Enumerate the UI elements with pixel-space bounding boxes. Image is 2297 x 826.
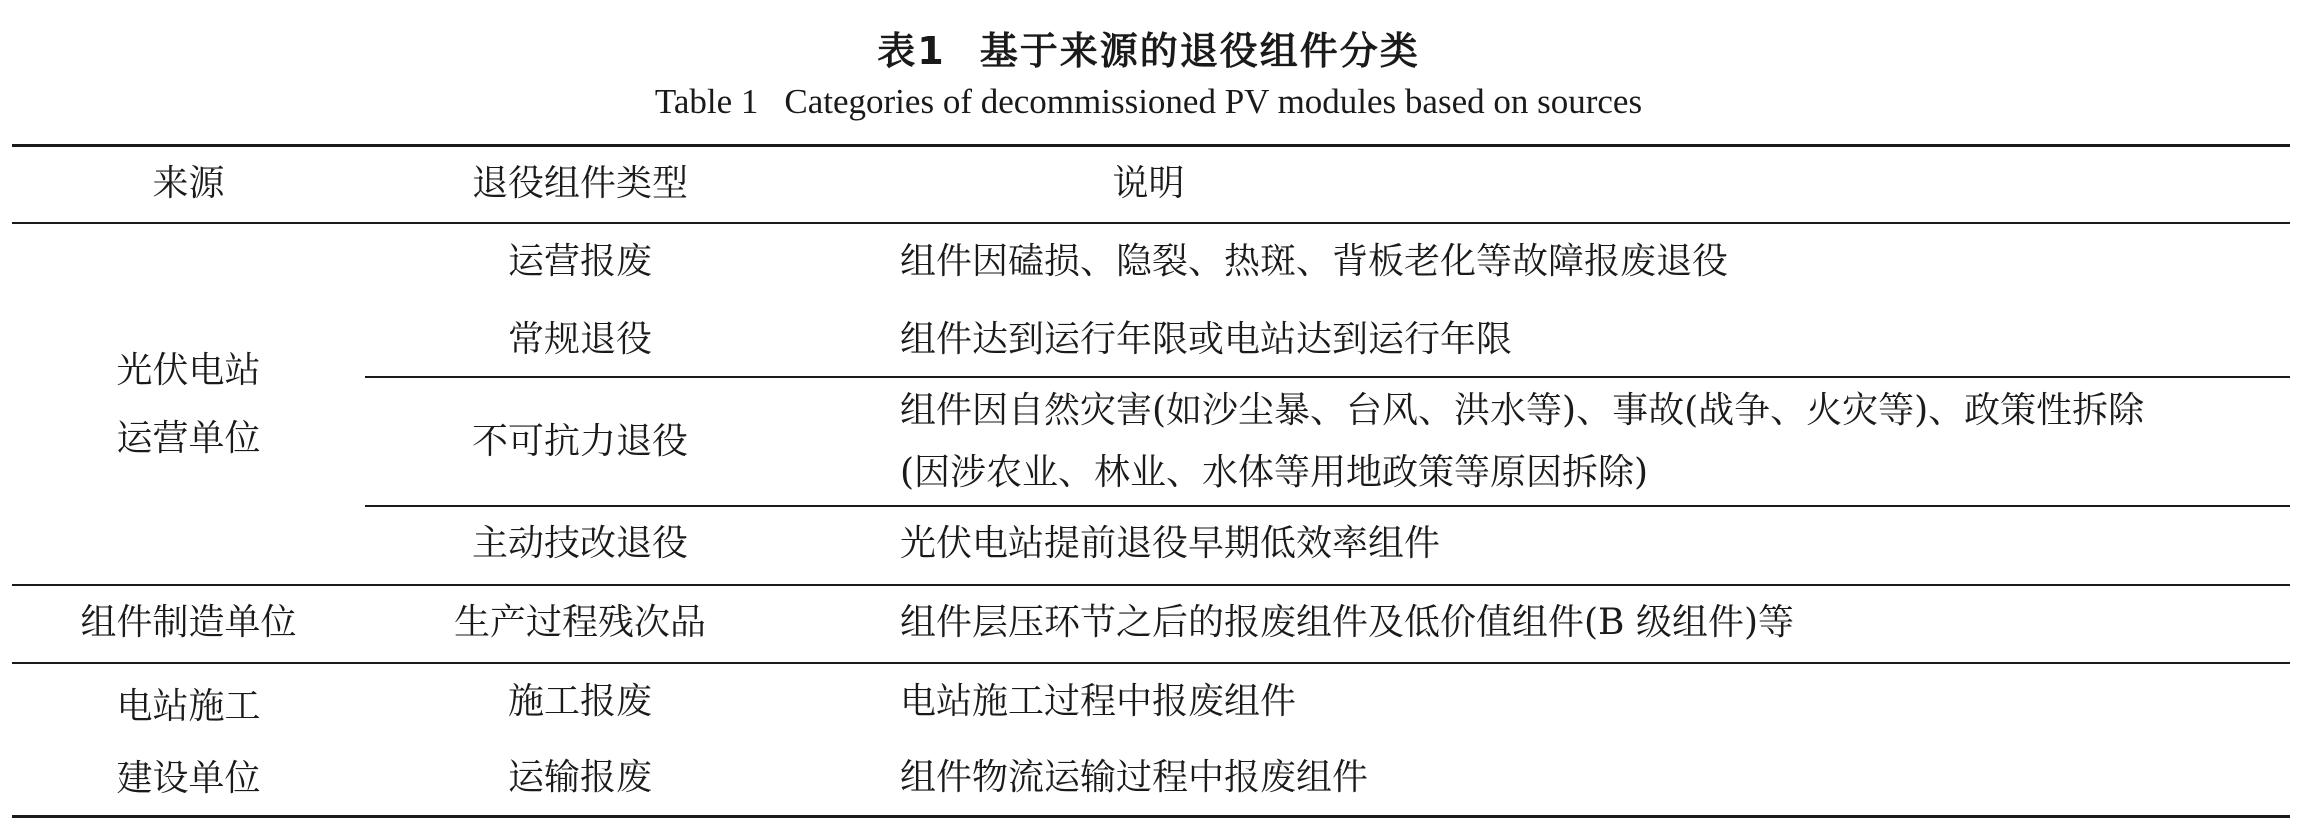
table-bottom-rule xyxy=(12,815,2290,818)
header-bottom-rule xyxy=(12,222,2290,224)
row-divider xyxy=(365,376,2290,378)
source-line: 光伏电站 xyxy=(116,350,261,391)
table-title-cn-text: 基于来源的退役组件分类 xyxy=(979,29,1420,73)
source-cell: 组件制造单位 xyxy=(80,602,297,643)
type-cell: 常规退役 xyxy=(507,319,652,360)
source-cell xyxy=(12,671,365,815)
table-number-cn: 表1 xyxy=(877,29,946,73)
source-line: 运营单位 xyxy=(116,418,261,459)
description-cell: 组件达到运行年限或电站达到运行年限 xyxy=(900,319,1513,360)
type-cell: 运输报废 xyxy=(507,757,652,798)
type-cell: 不可抗力退役 xyxy=(471,421,688,462)
header-type: 退役组件类型 xyxy=(471,163,688,204)
source-line: 建设单位 xyxy=(116,758,261,799)
table-title-cn xyxy=(0,20,2297,75)
type-cell: 主动技改退役 xyxy=(471,523,688,564)
type-cell: 运营报废 xyxy=(507,241,652,282)
source-line: 电站施工 xyxy=(116,686,261,727)
group-divider xyxy=(12,584,2290,586)
description-cell: 组件层压环节之后的报废组件及低价值组件(B 级组件)等 xyxy=(900,602,1794,643)
header-source: 来源 xyxy=(152,163,225,204)
description-cell: 组件物流运输过程中报废组件 xyxy=(900,757,1369,798)
table-title-en-text: Categories of decommissioned PV modules based on sources xyxy=(784,82,1643,121)
table-title-en xyxy=(0,82,2297,122)
table-top-rule xyxy=(12,144,2290,147)
row-divider xyxy=(365,505,2290,507)
description-line: 组件因自然灾害(如沙尘暴、台风、洪水等)、事故(战争、火灾等)、政策性拆除 xyxy=(900,390,2145,431)
type-cell: 施工报废 xyxy=(507,681,652,722)
description-line: (因涉农业、林业、水体等用地政策等原因拆除) xyxy=(900,452,1649,493)
header-description: 说明 xyxy=(1112,163,1185,204)
group-divider xyxy=(12,662,2290,664)
description-cell: 光伏电站提前退役早期低效率组件 xyxy=(900,523,1441,564)
type-cell: 生产过程残次品 xyxy=(453,602,706,643)
description-cell: 组件因磕损、隐裂、热斑、背板老化等故障报废退役 xyxy=(900,241,1729,282)
description-cell xyxy=(900,380,2290,504)
description-cell: 电站施工过程中报废组件 xyxy=(900,681,1297,722)
table-number-en: Table 1 xyxy=(654,82,759,121)
source-cell xyxy=(12,337,365,473)
